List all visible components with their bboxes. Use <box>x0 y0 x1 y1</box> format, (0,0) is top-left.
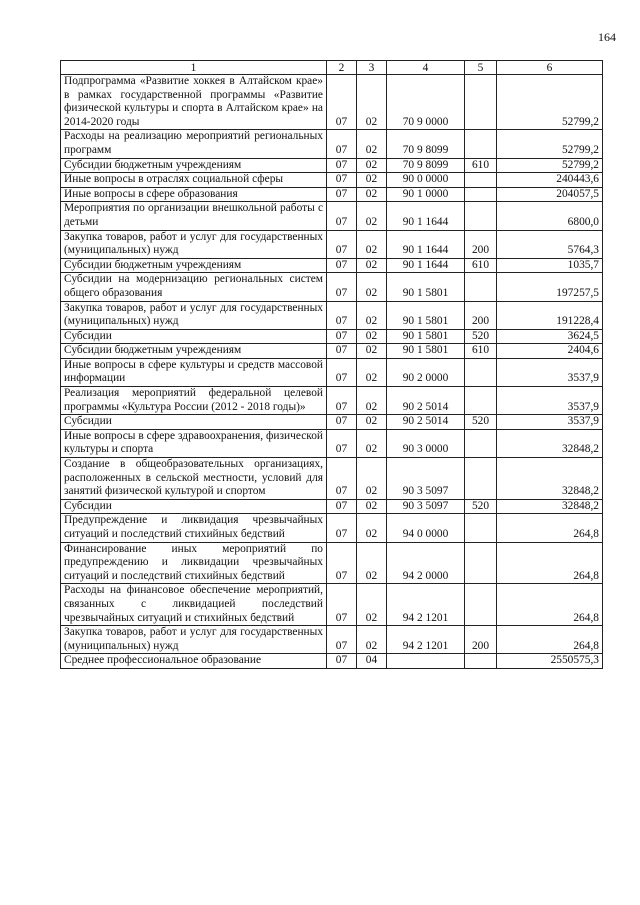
row-section-cell: 07 <box>327 329 357 344</box>
table-row <box>61 626 603 654</box>
row-target-article-cell: 94 2 1201 <box>387 626 465 654</box>
table-row <box>61 202 603 230</box>
budget-table <box>60 60 603 669</box>
row-amount-cell: 2404,6 <box>497 344 603 359</box>
row-subsection-cell: 02 <box>357 173 387 188</box>
table-row <box>61 358 603 386</box>
row-section-cell: 07 <box>327 358 357 386</box>
row-subsection-cell: 02 <box>357 158 387 173</box>
row-section-cell: 07 <box>327 75 357 130</box>
row-name-cell: Субсидии <box>61 499 327 514</box>
row-target-article-cell: 70 9 0000 <box>387 75 465 130</box>
row-section-cell: 07 <box>327 415 357 430</box>
row-section-cell: 07 <box>327 173 357 188</box>
row-target-article-cell: 90 0 0000 <box>387 173 465 188</box>
row-expense-type-cell <box>465 173 497 188</box>
row-amount-cell: 3537,9 <box>497 415 603 430</box>
row-target-article-cell: 90 3 5097 <box>387 458 465 500</box>
row-name-cell: Субсидии <box>61 329 327 344</box>
row-subsection-cell: 02 <box>357 387 387 415</box>
row-name-cell: Создание в общеобразовательных организациях, расположенных в сельской местности, условий для занятий физической культурой и спортом <box>61 458 327 500</box>
header-cell-section: 2 <box>327 61 357 75</box>
row-subsection-cell: 02 <box>357 514 387 542</box>
row-name-cell: Субсидии на модернизацию региональных систем общего образования <box>61 273 327 301</box>
row-name-cell: Субсидии бюджетным учреждениям <box>61 344 327 359</box>
row-amount-cell: 52799,2 <box>497 75 603 130</box>
row-expense-type-cell <box>465 584 497 626</box>
row-expense-type-cell <box>465 429 497 457</box>
row-target-article-cell: 90 2 5014 <box>387 387 465 415</box>
row-section-cell: 07 <box>327 499 357 514</box>
row-section-cell: 07 <box>327 387 357 415</box>
row-subsection-cell: 04 <box>357 654 387 669</box>
table-row <box>61 173 603 188</box>
row-subsection-cell: 02 <box>357 130 387 158</box>
table-row <box>61 258 603 273</box>
row-amount-cell: 32848,2 <box>497 429 603 457</box>
row-name-cell: Реализация мероприятий федеральной целевой программы «Культура России (2012 - 2018 годы)» <box>61 387 327 415</box>
row-amount-cell: 52799,2 <box>497 158 603 173</box>
header-cell-amount: 6 <box>497 61 603 75</box>
row-amount-cell: 264,8 <box>497 626 603 654</box>
row-section-cell: 07 <box>327 458 357 500</box>
row-target-article-cell: 94 2 1201 <box>387 584 465 626</box>
row-subsection-cell: 02 <box>357 344 387 359</box>
table-row <box>61 415 603 430</box>
row-amount-cell: 191228,4 <box>497 301 603 329</box>
row-expense-type-cell: 200 <box>465 626 497 654</box>
row-amount-cell: 52799,2 <box>497 130 603 158</box>
row-target-article-cell: 90 1 1644 <box>387 258 465 273</box>
row-section-cell: 07 <box>327 273 357 301</box>
row-target-article-cell <box>387 654 465 669</box>
row-target-article-cell: 90 1 0000 <box>387 187 465 202</box>
table-row <box>61 344 603 359</box>
row-subsection-cell: 02 <box>357 258 387 273</box>
row-section-cell: 07 <box>327 542 357 584</box>
row-expense-type-cell: 200 <box>465 301 497 329</box>
header-row <box>61 61 603 75</box>
row-target-article-cell: 70 9 8099 <box>387 158 465 173</box>
row-subsection-cell: 02 <box>357 358 387 386</box>
row-amount-cell: 32848,2 <box>497 499 603 514</box>
row-target-article-cell: 94 2 0000 <box>387 542 465 584</box>
row-target-article-cell: 90 2 5014 <box>387 415 465 430</box>
row-target-article-cell: 90 1 5801 <box>387 301 465 329</box>
row-target-article-cell: 90 1 1644 <box>387 230 465 258</box>
row-expense-type-cell <box>465 654 497 669</box>
table-row <box>61 387 603 415</box>
table-row <box>61 329 603 344</box>
row-section-cell: 07 <box>327 202 357 230</box>
table-row <box>61 514 603 542</box>
table-row <box>61 130 603 158</box>
row-amount-cell: 3624,5 <box>497 329 603 344</box>
row-amount-cell: 1035,7 <box>497 258 603 273</box>
row-name-cell: Иные вопросы в сфере образования <box>61 187 327 202</box>
row-target-article-cell: 90 1 1644 <box>387 202 465 230</box>
header-cell-target-article: 4 <box>387 61 465 75</box>
row-name-cell: Иные вопросы в сфере культуры и средств массовой информации <box>61 358 327 386</box>
row-name-cell: Закупка товаров, работ и услуг для государственных (муниципальных) нужд <box>61 230 327 258</box>
row-subsection-cell: 02 <box>357 202 387 230</box>
row-expense-type-cell <box>465 130 497 158</box>
table-row <box>61 584 603 626</box>
row-name-cell: Закупка товаров, работ и услуг для государственных (муниципальных) нужд <box>61 626 327 654</box>
row-expense-type-cell <box>465 387 497 415</box>
row-subsection-cell: 02 <box>357 584 387 626</box>
row-section-cell: 07 <box>327 654 357 669</box>
row-name-cell: Расходы на реализацию мероприятий региональных программ <box>61 130 327 158</box>
table-row <box>61 499 603 514</box>
row-subsection-cell: 02 <box>357 429 387 457</box>
table-row <box>61 187 603 202</box>
row-amount-cell: 264,8 <box>497 514 603 542</box>
row-section-cell: 07 <box>327 429 357 457</box>
row-subsection-cell: 02 <box>357 329 387 344</box>
table-row <box>61 458 603 500</box>
row-subsection-cell: 02 <box>357 626 387 654</box>
row-target-article-cell: 90 3 5097 <box>387 499 465 514</box>
row-amount-cell: 204057,5 <box>497 187 603 202</box>
row-target-article-cell: 70 9 8099 <box>387 130 465 158</box>
row-name-cell: Мероприятия по организации внешкольной работы с детьми <box>61 202 327 230</box>
row-name-cell: Финансирование иных мероприятий по предупреждению и ликвидации чрезвычайных ситуаций и последствий стихийных бедствий <box>61 542 327 584</box>
row-expense-type-cell: 610 <box>465 158 497 173</box>
row-target-article-cell: 94 0 0000 <box>387 514 465 542</box>
row-target-article-cell: 90 1 5801 <box>387 273 465 301</box>
row-section-cell: 07 <box>327 626 357 654</box>
row-subsection-cell: 02 <box>357 187 387 202</box>
row-amount-cell: 3537,9 <box>497 358 603 386</box>
row-subsection-cell: 02 <box>357 230 387 258</box>
row-amount-cell: 197257,5 <box>497 273 603 301</box>
row-name-cell: Расходы на финансовое обеспечение мероприятий, связанных с ликвидацией последствий чрезвычайных ситуаций и стихийных бедствий <box>61 584 327 626</box>
table-row <box>61 429 603 457</box>
row-name-cell: Среднее профессиональное образование <box>61 654 327 669</box>
row-subsection-cell: 02 <box>357 301 387 329</box>
row-expense-type-cell <box>465 358 497 386</box>
table-body <box>61 75 603 669</box>
row-amount-cell: 32848,2 <box>497 458 603 500</box>
row-amount-cell: 5764,3 <box>497 230 603 258</box>
row-expense-type-cell: 610 <box>465 344 497 359</box>
row-target-article-cell: 90 1 5801 <box>387 344 465 359</box>
header-cell-subsection: 3 <box>357 61 387 75</box>
row-target-article-cell: 90 1 5801 <box>387 329 465 344</box>
row-subsection-cell: 02 <box>357 75 387 130</box>
row-expense-type-cell <box>465 458 497 500</box>
row-expense-type-cell <box>465 187 497 202</box>
table-row <box>61 230 603 258</box>
row-expense-type-cell <box>465 202 497 230</box>
row-expense-type-cell <box>465 514 497 542</box>
row-section-cell: 07 <box>327 230 357 258</box>
row-target-article-cell: 90 2 0000 <box>387 358 465 386</box>
header-cell-name: 1 <box>61 61 327 75</box>
row-section-cell: 07 <box>327 187 357 202</box>
row-expense-type-cell: 200 <box>465 230 497 258</box>
row-name-cell: Иные вопросы в отраслях социальной сферы <box>61 173 327 188</box>
row-amount-cell: 6800,0 <box>497 202 603 230</box>
row-expense-type-cell <box>465 75 497 130</box>
row-section-cell: 07 <box>327 158 357 173</box>
row-amount-cell: 264,8 <box>497 542 603 584</box>
row-subsection-cell: 02 <box>357 415 387 430</box>
table-row <box>61 75 603 130</box>
row-name-cell: Субсидии бюджетным учреждениям <box>61 258 327 273</box>
row-section-cell: 07 <box>327 584 357 626</box>
row-expense-type-cell <box>465 273 497 301</box>
table-row <box>61 654 603 669</box>
row-section-cell: 07 <box>327 301 357 329</box>
table-row <box>61 273 603 301</box>
table-row <box>61 542 603 584</box>
row-target-article-cell: 90 3 0000 <box>387 429 465 457</box>
row-section-cell: 07 <box>327 344 357 359</box>
row-name-cell: Предупреждение и ликвидация чрезвычайных ситуаций и последствий стихийных бедствий <box>61 514 327 542</box>
row-expense-type-cell: 520 <box>465 415 497 430</box>
row-subsection-cell: 02 <box>357 273 387 301</box>
row-amount-cell: 264,8 <box>497 584 603 626</box>
row-subsection-cell: 02 <box>357 542 387 584</box>
page-number: 164 <box>598 30 616 44</box>
row-subsection-cell: 02 <box>357 458 387 500</box>
row-expense-type-cell: 610 <box>465 258 497 273</box>
table-row <box>61 158 603 173</box>
row-name-cell: Субсидии бюджетным учреждениям <box>61 158 327 173</box>
row-expense-type-cell <box>465 542 497 584</box>
row-name-cell: Субсидии <box>61 415 327 430</box>
row-expense-type-cell: 520 <box>465 499 497 514</box>
header-cell-expense-type: 5 <box>465 61 497 75</box>
row-subsection-cell: 02 <box>357 499 387 514</box>
row-amount-cell: 3537,9 <box>497 387 603 415</box>
row-amount-cell: 240443,6 <box>497 173 603 188</box>
row-section-cell: 07 <box>327 514 357 542</box>
row-name-cell: Иные вопросы в сфере здравоохранения, физической культуры и спорта <box>61 429 327 457</box>
row-expense-type-cell: 520 <box>465 329 497 344</box>
row-section-cell: 07 <box>327 130 357 158</box>
row-name-cell: Закупка товаров, работ и услуг для государственных (муниципальных) нужд <box>61 301 327 329</box>
table-row <box>61 301 603 329</box>
row-amount-cell: 2550575,3 <box>497 654 603 669</box>
row-section-cell: 07 <box>327 258 357 273</box>
row-name-cell: Подпрограмма «Развитие хоккея в Алтайском крае» в рамках государственной программы «Развитие физической культуры и спорта в Алтайском крае» на 2014-2020 годы <box>61 75 327 130</box>
